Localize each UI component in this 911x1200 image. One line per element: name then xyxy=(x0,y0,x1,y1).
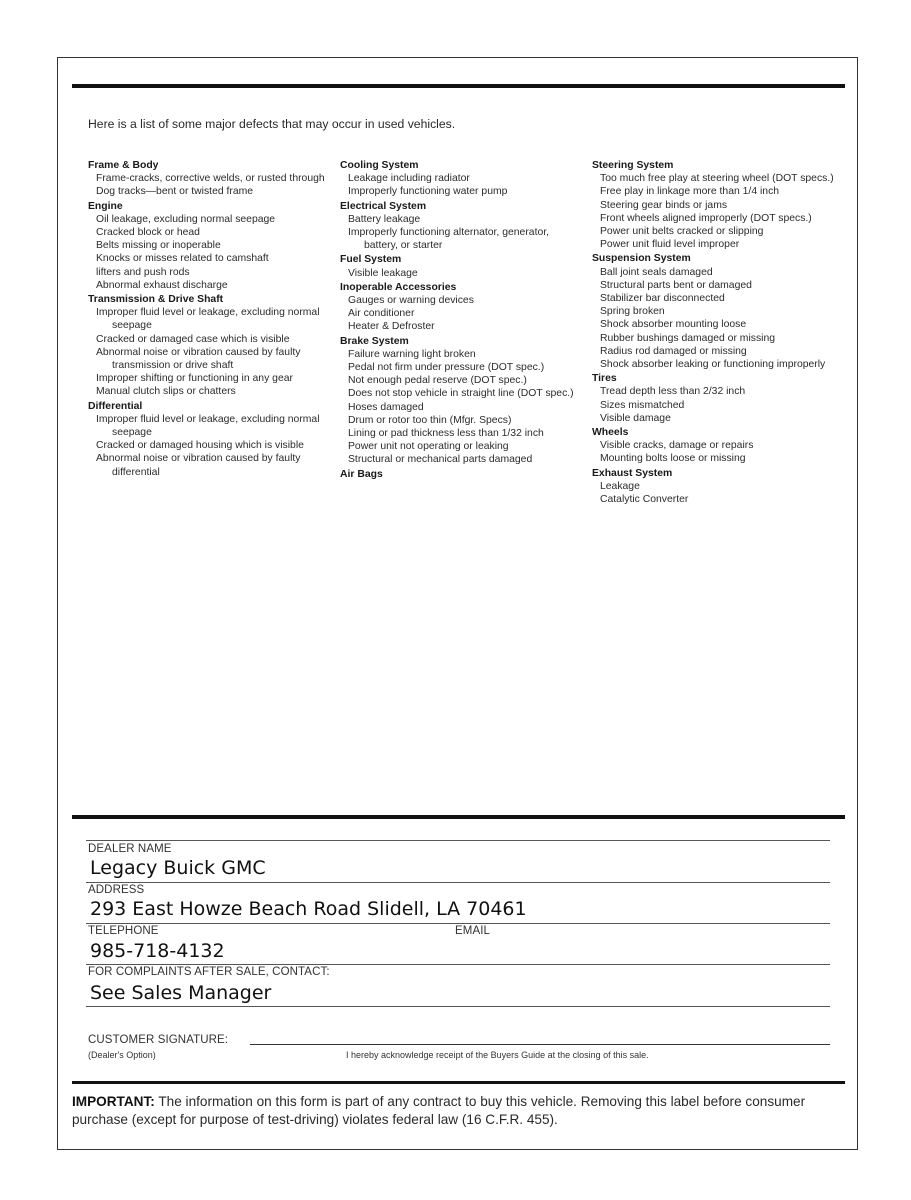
defect-item: Knocks or misses related to camshaft xyxy=(96,253,269,265)
defect-item: Gauges or warning devices xyxy=(348,295,474,307)
defect-item: Cracked block or head xyxy=(96,227,200,239)
defect-item: Stabilizer bar disconnected xyxy=(600,293,725,305)
defect-item: Shock absorber mounting loose xyxy=(600,319,747,331)
top-rule xyxy=(72,84,845,88)
complaints-bottom-line xyxy=(86,1006,830,1007)
defect-item: Manual clutch slips or chatters xyxy=(96,386,236,398)
defect-item: Front wheels aligned improperly (DOT specs.) xyxy=(600,212,812,224)
defect-item: Improper fluid level or leakage, excluding normal seepage xyxy=(96,307,320,332)
dealer-option-note: (Dealer's Option) xyxy=(88,1050,156,1060)
section-title: Tires xyxy=(592,373,617,385)
defect-item: Too much free play at steering wheel (DOT specs.) xyxy=(600,173,834,185)
defect-item: Lining or pad thickness less than 1/32 inch xyxy=(348,428,544,440)
defect-item: Not enough pedal reserve (DOT spec.) xyxy=(348,375,527,387)
defect-item: lifters and push rods xyxy=(96,266,190,278)
section-title: Engine xyxy=(88,200,123,212)
defect-item: Leakage including radiator xyxy=(348,173,470,185)
defect-item: Power unit not operating or leaking xyxy=(348,441,509,453)
defect-item: Tread depth less than 2/32 inch xyxy=(600,386,746,398)
defects-column-2 xyxy=(340,158,585,481)
telephone-line xyxy=(86,923,830,924)
defect-item: Failure warning light broken xyxy=(348,348,476,360)
defect-item: Visible damage xyxy=(600,412,671,424)
defect-item: Heater & Defroster xyxy=(348,321,435,333)
defect-item: Visible cracks, damage or repairs xyxy=(600,440,754,452)
defect-item: Rubber bushings damaged or missing xyxy=(600,332,776,344)
dealer-name-label: DEALER NAME xyxy=(88,843,172,855)
defect-item: Visible leakage xyxy=(348,267,418,279)
defect-item: Drum or rotor too thin (Mfgr. Specs) xyxy=(348,414,512,426)
defect-item: Steering gear binds or jams xyxy=(600,199,728,211)
defect-item: Belts missing or inoperable xyxy=(96,240,221,252)
defect-item: Free play in linkage more than 1/4 inch xyxy=(600,186,780,198)
acknowledgement-text: I hereby acknowledge receipt of the Buyers Guide at the closing of this sale. xyxy=(346,1050,649,1060)
defect-item: Abnormal noise or vibration caused by faulty differential xyxy=(96,453,301,478)
defect-item: Hoses damaged xyxy=(348,401,424,413)
signature-line[interactable] xyxy=(250,1044,830,1045)
section-title: Inoperable Accessories xyxy=(340,281,457,293)
defects-column-3 xyxy=(592,158,837,506)
customer-signature-label: CUSTOMER SIGNATURE: xyxy=(88,1034,229,1046)
defect-item: Structural parts bent or damaged xyxy=(600,279,752,291)
defect-item: Cracked or damaged case which is visible xyxy=(96,333,290,345)
section-title: Wheels xyxy=(592,427,629,439)
section-title: Suspension System xyxy=(592,253,691,265)
defect-item: Improperly functioning alternator, generator, battery, or starter xyxy=(348,227,550,252)
defects-column-1 xyxy=(88,158,333,479)
address-value: 293 East Howze Beach Road Slidell, LA 70461 xyxy=(90,898,527,920)
section-title: Cooling System xyxy=(340,160,419,171)
defect-item: Air conditioner xyxy=(348,308,415,320)
telephone-value: 985-718-4132 xyxy=(90,940,225,962)
section-title: Frame & Body xyxy=(88,160,159,171)
section-rule xyxy=(72,815,845,819)
important-lead: IMPORTANT: xyxy=(72,1094,155,1109)
important-text: The information on this form is part of any contract to buy this vehicle. Removing this label before consumer purchase (except for purpose of test-driving) violates federal law (16 C.F.R. 455). xyxy=(72,1094,806,1127)
defect-item: Shock absorber leaking or functioning improperly xyxy=(600,359,826,371)
email-label: EMAIL xyxy=(455,925,491,937)
defect-item: Improper fluid level or leakage, excluding normal seepage xyxy=(96,413,320,439)
defect-item: Structural or mechanical parts damaged xyxy=(348,454,533,466)
dealer-name-line xyxy=(86,840,830,841)
defect-item: Cracked or damaged housing which is visible xyxy=(96,440,304,452)
section-title: Brake System xyxy=(340,335,409,347)
defect-item: Sizes mismatched xyxy=(600,399,685,411)
defect-item: Oil leakage, excluding normal seepage xyxy=(96,213,276,225)
defect-item: Power unit belts cracked or slipping xyxy=(600,226,764,238)
section-title: Exhaust System xyxy=(592,467,673,479)
defect-item: Catalytic Converter xyxy=(600,494,689,506)
complaints-value: See Sales Manager xyxy=(90,982,272,1004)
defect-item: Frame-cracks, corrective welds, or rusted through xyxy=(96,173,325,185)
section-title: Air Bags xyxy=(340,468,383,480)
defect-item: Dog tracks—bent or twisted frame xyxy=(96,186,254,198)
complaints-line xyxy=(86,964,830,965)
defect-item: Radius rod damaged or missing xyxy=(600,345,747,357)
section-title: Differential xyxy=(88,400,143,412)
complaints-label: FOR COMPLAINTS AFTER SALE, CONTACT: xyxy=(88,966,330,978)
telephone-label: TELEPHONE xyxy=(88,925,159,937)
defect-item: Pedal not firm under pressure (DOT spec.) xyxy=(348,362,545,374)
section-title: Fuel System xyxy=(340,254,402,266)
defect-item: Battery leakage xyxy=(348,213,421,225)
address-line xyxy=(86,882,830,883)
section-title: Electrical System xyxy=(340,200,427,212)
defect-item: Power unit fluid level improper xyxy=(600,239,740,251)
defect-item: Improperly functioning water pump xyxy=(348,186,508,198)
section-title: Transmission & Drive Shaft xyxy=(88,294,224,306)
intro-text: Here is a list of some major defects that may occur in used vehicles. xyxy=(88,117,456,131)
defect-item: Ball joint seals damaged xyxy=(600,266,713,278)
defect-item: Does not stop vehicle in straight line (DOT spec.) xyxy=(348,388,574,400)
defect-item: Abnormal noise or vibration caused by faulty transmission or drive shaft xyxy=(96,346,301,372)
section-title: Steering System xyxy=(592,160,674,171)
important-notice xyxy=(72,1093,842,1129)
defect-item: Abnormal exhaust discharge xyxy=(96,279,228,291)
defect-item: Leakage xyxy=(600,480,640,492)
bottom-rule xyxy=(72,1081,845,1084)
address-label: ADDRESS xyxy=(88,884,145,896)
defect-item: Improper shifting or functioning in any gear xyxy=(96,373,293,385)
defect-item: Mounting bolts loose or missing xyxy=(600,453,746,465)
dealer-name-value: Legacy Buick GMC xyxy=(90,857,266,879)
defect-item: Spring broken xyxy=(600,306,665,318)
